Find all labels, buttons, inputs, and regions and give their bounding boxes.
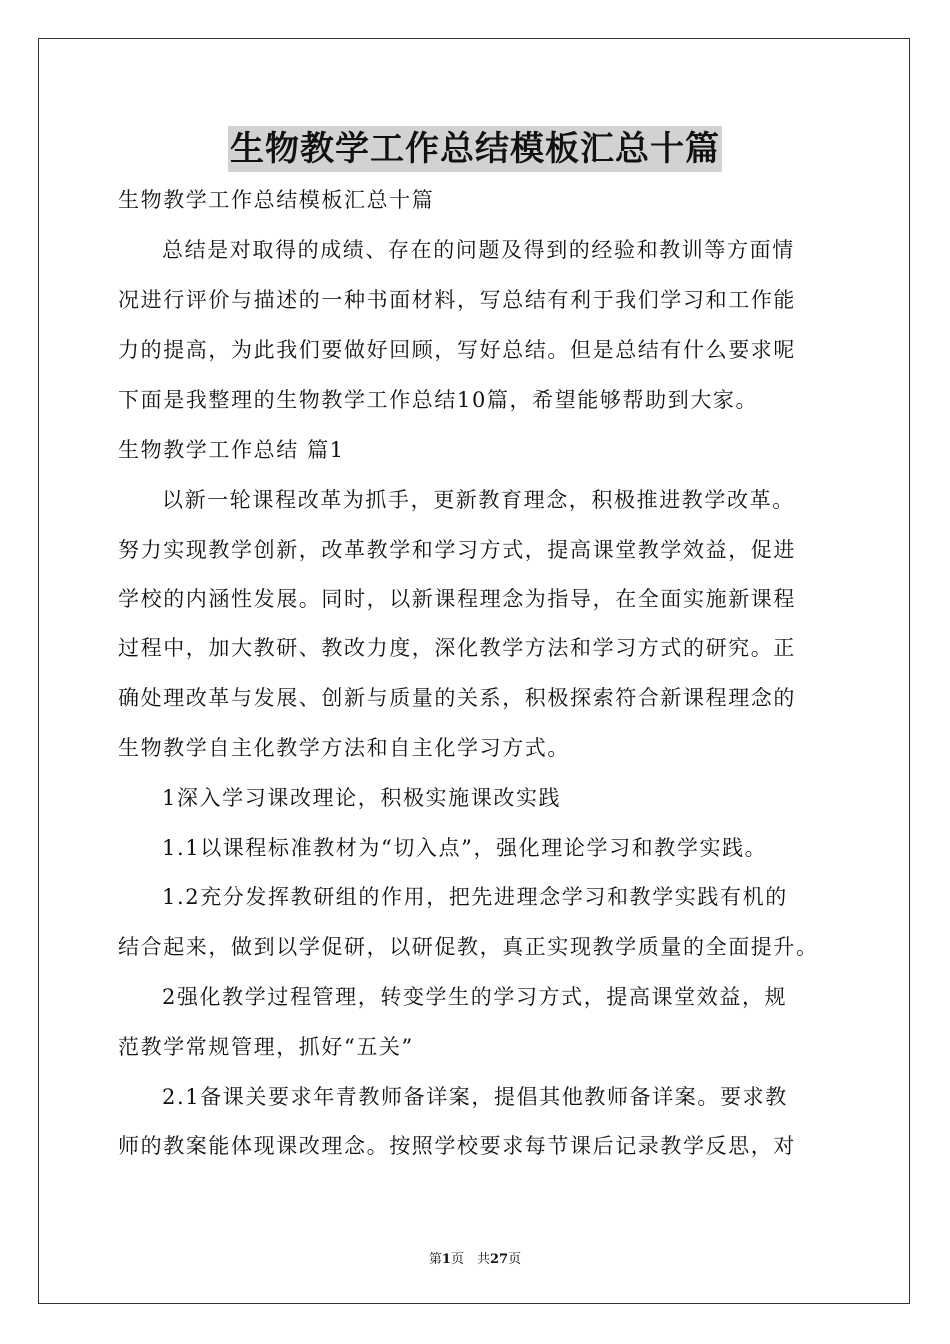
footer-suffix: 页	[508, 1252, 522, 1267]
page-border	[38, 38, 910, 1304]
paragraph-line: 1.1以课程标准教材为“切入点”，强化理论学习和教学实践。	[162, 836, 768, 860]
page-footer	[0, 1248, 950, 1267]
footer-prefix: 第	[428, 1252, 442, 1267]
paragraph-line: 2.1备课关要求年青教师备详案，提倡其他教师备详案。要求教	[162, 1085, 788, 1109]
paragraph-line: 1.2充分发挥教研组的作用，把先进理念学习和教学实践有机的	[162, 885, 788, 909]
paragraph-line: 确处理改革与发展、创新与质量的关系，积极探索符合新课程理念的	[118, 686, 796, 710]
paragraph-line: 学校的内涵性发展。同时，以新课程理念为指导，在全面实施新课程	[118, 587, 796, 611]
paragraph-line: 力的提高，为此我们要做好回顾，写好总结。但是总结有什么要求呢	[118, 338, 796, 362]
paragraph-line: 1深入学习课改理论，积极实施课改实践	[162, 786, 562, 810]
footer-page-number: 1	[441, 1252, 451, 1267]
section-heading: 生物教学工作总结 篇1	[118, 438, 345, 462]
paragraph-line: 过程中，加大教研、教改力度，深化教学方法和学习方式的研究。正	[118, 636, 796, 660]
paragraph-line: 以新一轮课程改革为抓手，更新教育理念，积极推进教学改革。	[162, 488, 795, 512]
paragraph-line: 努力实现教学创新，改革教学和学习方式，提高课堂教学效益，促进	[118, 538, 796, 562]
paragraph-line: 生物教学自主化教学方法和自主化学习方式。	[118, 736, 570, 760]
paragraph-line: 下面是我整理的生物教学工作总结10篇，希望能够帮助到大家。	[118, 388, 759, 412]
subtitle-line: 生物教学工作总结模板汇总十篇	[118, 188, 435, 212]
title-container	[0, 126, 950, 172]
paragraph-line: 况进行评价与描述的一种书面材料，写总结有利于我们学习和工作能	[118, 288, 796, 312]
paragraph-line: 2强化教学过程管理，转变学生的学习方式，提高课堂效益，规	[162, 985, 788, 1009]
paragraph-line: 总结是对取得的成绩、存在的问题及得到的经验和教训等方面情	[162, 238, 795, 262]
paragraph-line: 师的教案能体现课改理念。按照学校要求每节课后记录教学反思，对	[118, 1134, 796, 1158]
paragraph-line: 范教学常规管理，抓好“五关”	[118, 1035, 414, 1059]
document-title: 生物教学工作总结模板汇总十篇	[228, 126, 722, 172]
footer-middle: 页 共	[450, 1252, 490, 1267]
footer-total-pages: 27	[489, 1252, 509, 1267]
paragraph-line: 结合起来，做到以学促研，以研促教，真正实现教学质量的全面提升。	[118, 935, 819, 959]
